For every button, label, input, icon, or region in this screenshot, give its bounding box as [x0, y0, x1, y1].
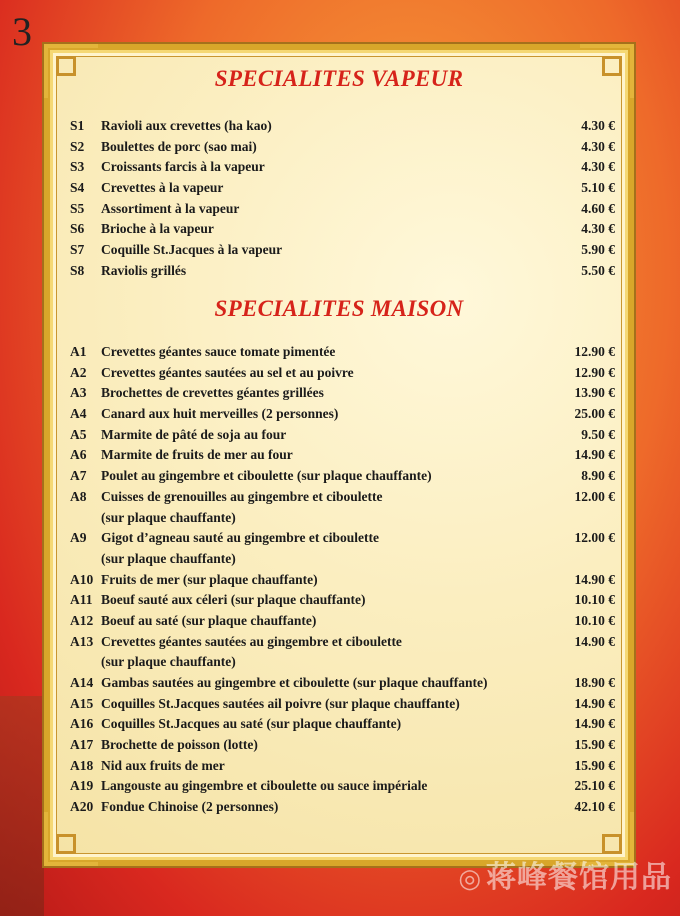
menu-item-code: A11: [70, 592, 93, 608]
menu-item-code: A2: [70, 364, 87, 380]
menu-item-code: S1: [70, 118, 85, 133]
page-number: 3: [12, 9, 32, 54]
menu-item-name: Canard aux huit merveilles (2 personnes): [101, 406, 339, 422]
menu-list-maison: [70, 342, 615, 818]
menu-item-name-continued: (sur plaque chauffante): [101, 550, 236, 566]
menu-item-name: Crevettes géantes sauce tomate pimentée: [101, 344, 336, 359]
menu-item-price: 14.90 €: [574, 716, 615, 732]
menu-item-price: 10.10 €: [574, 612, 615, 628]
menu-item-code: S3: [70, 159, 85, 175]
menu-item-code: S7: [70, 242, 85, 258]
menu-item-code: A18: [70, 757, 94, 773]
menu-item-name: Coquilles St.Jacques au saté (sur plaque chauffante): [101, 716, 402, 732]
menu-item-name-continued: (sur plaque chauffante): [101, 509, 236, 525]
menu-item-code: S8: [70, 262, 85, 278]
menu-item: [70, 756, 615, 777]
menu-item-name: Boeuf au saté (sur plaque chauffante): [101, 612, 317, 628]
menu-item-price: 14.90 €: [574, 447, 615, 463]
menu-item-price: 14.90 €: [574, 695, 615, 711]
menu-item-price: 4.30 €: [581, 221, 615, 237]
menu-item: [70, 240, 615, 261]
menu-item-price: 4.30 €: [581, 138, 615, 154]
menu-item: [70, 611, 615, 632]
menu-item-code: A10: [70, 571, 94, 587]
menu-item-price: 5.50 €: [581, 262, 615, 278]
menu-item-price: 18.90 €: [574, 675, 615, 690]
menu-item: [70, 466, 615, 487]
menu-item-name: Nid aux fruits de mer: [101, 757, 225, 773]
menu-item-name: Cuisses de grenouilles au gingembre et ciboulette: [101, 488, 383, 504]
menu-item: [70, 137, 615, 158]
menu-item: [70, 714, 615, 735]
menu-item: [70, 261, 615, 282]
menu-item-price: 8.90 €: [581, 468, 615, 484]
menu-item: [70, 694, 615, 715]
menu-item-name-continued: (sur plaque chauffante): [101, 654, 236, 670]
corner-ornament-bottom-left: [44, 812, 98, 866]
menu-item-name: Brochette de poisson (lotte): [101, 737, 258, 753]
menu-item: [70, 116, 615, 137]
menu-item: [70, 157, 615, 178]
menu-item-price: 4.30 €: [581, 159, 615, 175]
menu-item: [70, 199, 615, 220]
menu-item-price: 4.30 €: [581, 118, 615, 133]
menu-item-code: S4: [70, 180, 85, 196]
menu-item-code: A1: [70, 344, 87, 359]
menu-item-price: 14.90 €: [574, 633, 615, 649]
menu-item-code: A15: [70, 695, 94, 711]
background-palace-decoration: [0, 696, 44, 916]
menu-item-name: Ravioli aux crevettes (ha kao): [101, 118, 272, 133]
menu-item-price: 25.10 €: [574, 778, 615, 794]
menu-item: [70, 487, 615, 508]
menu-item-price: 42.10 €: [574, 799, 615, 815]
menu-item-name: Poulet au gingembre et ciboulette (sur plaque chauffante): [101, 468, 432, 484]
menu-item-code: A4: [70, 406, 87, 422]
menu-item-code: A19: [70, 778, 94, 794]
menu-item-continuation: [70, 652, 615, 673]
menu-item-name: Boeuf sauté aux céleri (sur plaque chauffante): [101, 592, 366, 608]
section-title-maison: SPECIALITES MAISON: [214, 296, 464, 321]
menu-item-continuation: [70, 549, 615, 570]
menu-item-code: A5: [70, 426, 87, 442]
menu-item: [70, 570, 615, 591]
menu-item-name: Assortiment à la vapeur: [101, 200, 240, 216]
menu-item-price: 9.50 €: [581, 426, 615, 442]
menu-item-name: Boulettes de porc (sao mai): [101, 138, 257, 154]
menu-item-code: S2: [70, 138, 85, 154]
menu-item-price: 25.00 €: [574, 406, 615, 422]
menu-item: [70, 528, 615, 549]
menu-item-price: 12.90 €: [574, 364, 615, 380]
menu-item-name: Crevettes à la vapeur: [101, 180, 224, 196]
menu-item-code: S5: [70, 200, 85, 216]
menu-item: [70, 632, 615, 653]
menu-item-continuation: [70, 508, 615, 529]
menu-item-code: A3: [70, 385, 87, 401]
menu-item: [70, 673, 615, 694]
menu-item: [70, 590, 615, 611]
menu-item-price: 13.90 €: [574, 385, 615, 401]
menu-item-price: 5.90 €: [581, 242, 615, 258]
menu-item-code: A12: [70, 612, 94, 628]
menu-item: [70, 445, 615, 466]
menu-item-code: A8: [70, 488, 87, 504]
menu-item-price: 5.10 €: [581, 180, 615, 196]
section-title-vapeur: SPECIALITES VAPEUR: [214, 66, 464, 91]
menu-item: [70, 776, 615, 797]
menu-item: [70, 178, 615, 199]
menu-item-code: A17: [70, 737, 94, 753]
menu-item-name: Croissants farcis à la vapeur: [101, 159, 265, 175]
menu-item-name: Gambas sautées au gingembre et ciboulette (sur plaque chauffante): [101, 675, 488, 690]
watermark-logo-icon: ◎: [458, 864, 482, 894]
menu-item-code: A9: [70, 530, 87, 546]
menu-item-price: 12.00 €: [574, 530, 615, 546]
menu-item-code: A6: [70, 447, 87, 463]
menu-item-code: A7: [70, 468, 87, 484]
menu-item-name: Brochettes de crevettes géantes grillées: [101, 385, 324, 401]
menu-item-name: Crevettes géantes sautées au gingembre et ciboulette: [101, 633, 402, 649]
menu-item: [70, 425, 615, 446]
menu-item: [70, 383, 615, 404]
menu-item-price: 15.90 €: [574, 757, 615, 773]
menu-item-price: 12.00 €: [574, 488, 615, 504]
menu-item-code: A20: [70, 799, 94, 815]
menu-item-price: 12.90 €: [574, 344, 615, 359]
menu-item: [70, 219, 615, 240]
menu-list-vapeur: [70, 116, 615, 282]
menu-item-name: Gigot d’agneau sauté au gingembre et ciboulette: [101, 530, 379, 546]
menu-item-price: 15.90 €: [574, 737, 615, 753]
menu-item: [70, 735, 615, 756]
menu-item: [70, 797, 615, 818]
menu-item-name: Coquilles St.Jacques sautées ail poivre (sur plaque chauffante): [101, 695, 460, 711]
watermark: [458, 852, 672, 896]
menu-item-code: A14: [70, 675, 94, 690]
menu-item-name: Langouste au gingembre et ciboulette ou sauce impériale: [101, 778, 428, 794]
menu-item-code: S6: [70, 221, 85, 237]
menu-item-name: Fondue Chinoise (2 personnes): [101, 799, 279, 815]
menu-item-name: Fruits de mer (sur plaque chauffante): [101, 571, 318, 587]
menu-item-code: A13: [70, 633, 94, 649]
menu-item-price: 10.10 €: [574, 592, 615, 608]
menu-item: [70, 363, 615, 384]
menu-item-name: Brioche à la vapeur: [101, 221, 214, 237]
menu-item-name: Crevettes géantes sautées au sel et au poivre: [101, 364, 354, 380]
menu-item-code: A16: [70, 716, 94, 732]
menu-item-price: 4.60 €: [581, 200, 615, 216]
menu-item-name: Marmite de fruits de mer au four: [101, 447, 293, 463]
menu-item: [70, 404, 615, 425]
menu-item-name: Coquille St.Jacques à la vapeur: [101, 242, 283, 258]
menu-item: [70, 342, 615, 363]
menu-item-name: Raviolis grillés: [101, 262, 187, 278]
menu-item-name: Marmite de pâté de soja au four: [101, 426, 287, 442]
watermark-text: 蒋峰餐馆用品: [486, 860, 672, 895]
menu-item-price: 14.90 €: [574, 571, 615, 587]
